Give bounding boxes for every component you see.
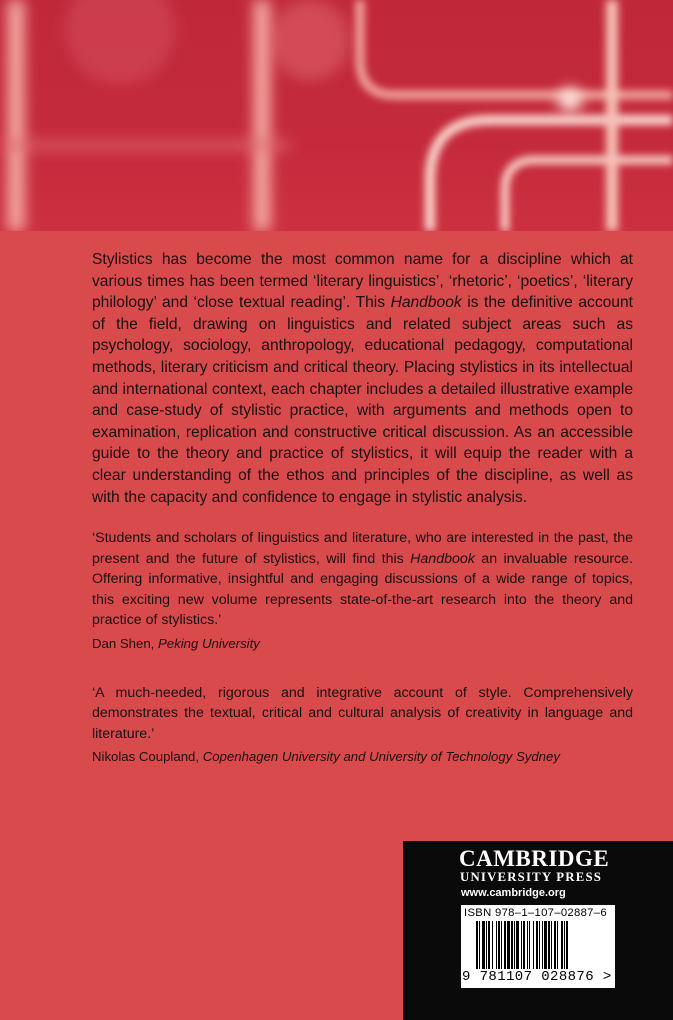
quote-text: ‘A much-needed, rigorous and integrative account of style. Comprehensively demonstrates the textual, critical and cultural analysis of creativity in language and literature.’	[92, 684, 633, 742]
publisher-website[interactable]: www.cambridge.org	[461, 887, 566, 899]
barcode-bar	[516, 921, 519, 969]
endorsement-quote	[92, 683, 633, 767]
publisher-logo-name: CAMBRIDGE	[459, 846, 610, 871]
publisher-subtitle: UNIVERSITY PRESS	[460, 870, 603, 884]
barcode-bar	[492, 921, 493, 969]
description-text: Stylistics has become the most common name for a discipline which at various times has been termed ‘literary linguistics’, ‘rhetoric’, ‘poetics’, ‘literary philology’ and ‘close textual reading’. This	[92, 251, 633, 312]
endorsement-quote	[92, 528, 633, 653]
barcode-digits: 9 781107 028876 >	[462, 969, 612, 985]
quote-italic: Handbook	[410, 550, 475, 567]
barcode-bar	[496, 921, 497, 969]
quote-attribution	[92, 748, 633, 766]
quote-affiliation: Peking University	[158, 635, 260, 651]
barcode-bar	[482, 921, 485, 969]
barcode-bar	[479, 921, 480, 969]
barcode-bar	[557, 921, 558, 969]
quote-text-end: an invaluable resource. Offering informative, insightful and engaging discussions of a wide range of topics, this exciting new volume represents state-of-the-art research into the theory and practice of stylistics.’	[92, 550, 633, 629]
isbn-label: ISBN 978–1–107–02887–6	[464, 907, 607, 919]
quote-author: Dan Shen,	[92, 635, 155, 651]
barcode-bar	[533, 921, 534, 969]
barcode-bar	[544, 921, 547, 969]
barcode-bar	[501, 921, 502, 969]
barcode-bar	[529, 921, 530, 969]
barcode-bar	[488, 921, 490, 969]
description-text-end: is the definitive account of the field, drawing on linguistics and related subject areas such as psychology, sociology, anthropology, educational pedagogy, computational methods, literary criticism and critical theory. Placing stylistics in its intellectual and international context, each chapter includes a detailed illustrative example and case-study of stylistic practice, with arguments and methods open to examination, replication and constructive critical discussion. As an accessible guide to the theory and practice of stylistics, it will equip the reader with a clear understanding of the ethos and principles of the discipline, as well as with the capacity and confidence to engage in stylistic analysis.	[92, 294, 633, 506]
barcode-bar	[523, 921, 525, 969]
barcode-bar	[514, 921, 515, 969]
barcode-bar	[561, 921, 563, 969]
barcode-bar	[551, 921, 552, 969]
quote-author: Nikolas Coupland,	[92, 749, 200, 765]
book-description	[92, 249, 633, 508]
description-italic: Handbook	[390, 294, 462, 312]
cover-artwork	[0, 0, 673, 231]
barcode-bar	[564, 921, 565, 969]
barcode-bar	[498, 921, 500, 969]
barcode-bar	[548, 921, 550, 969]
barcode-bar	[536, 921, 538, 969]
barcode-bar	[566, 921, 568, 969]
quote-text: ‘Students and scholars of linguistics and literature, who are interested in the past, the present and the future of stylistics, will find this	[92, 530, 633, 567]
barcode-bar	[542, 921, 543, 969]
barcode-bar	[476, 921, 478, 969]
back-cover-text	[92, 249, 633, 766]
publisher-block	[403, 841, 673, 1020]
barcode-bar	[527, 921, 528, 969]
abstract-light-pattern	[0, 0, 673, 231]
barcode-bar	[507, 921, 510, 969]
quote-attribution	[92, 635, 633, 653]
barcode-bar	[539, 921, 540, 969]
barcode-bars	[476, 921, 606, 969]
barcode-bar	[486, 921, 487, 969]
barcode-bar	[521, 921, 522, 969]
barcode-bar	[504, 921, 506, 969]
isbn-barcode	[461, 905, 615, 988]
quote-affiliation: Copenhagen University and University of Technology Sydney	[202, 749, 560, 765]
barcode-bar	[554, 921, 556, 969]
barcode-bar	[511, 921, 513, 969]
